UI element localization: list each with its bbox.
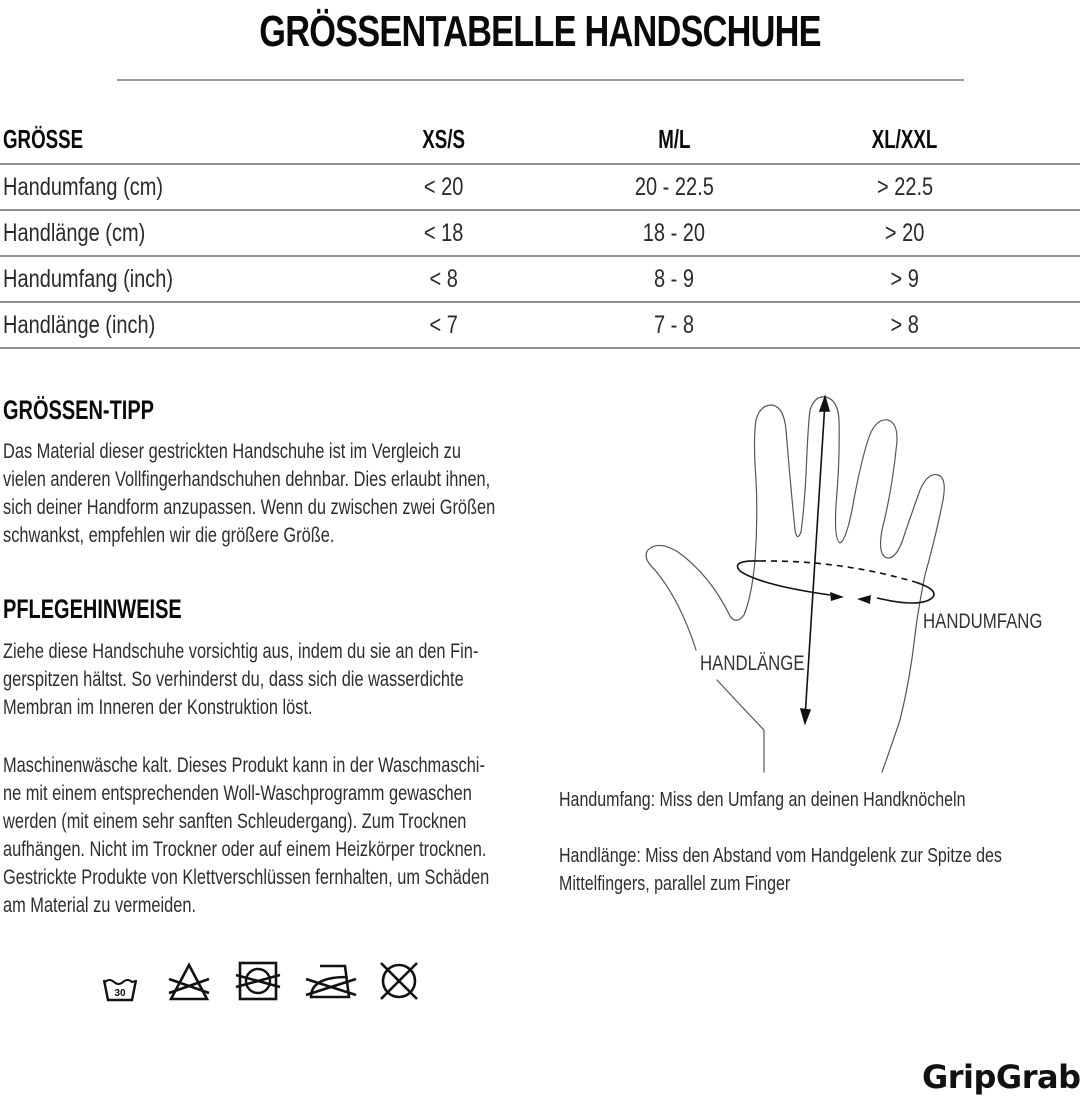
table-cell: 8 - 9 [653, 264, 695, 293]
size-table [0, 116, 1080, 349]
row-label: Handlänge (cm) [3, 218, 146, 247]
table-cell: > 22.5 [876, 172, 934, 201]
table-cell: 18 - 20 [642, 218, 706, 247]
text-line: Membran im Inneren der Konstruktion löst. [3, 696, 313, 719]
text-line: Maschinenwäsche kalt. Dieses Produkt kann in der Waschmaschi- [3, 754, 485, 777]
text-line: sich deiner Handform anzupassen. Wenn du zwischen zwei Größen [3, 496, 496, 519]
text-line: Das Material dieser gestrickten Handschuhe ist im Vergleich zu [3, 440, 461, 463]
row-label: Handumfang (cm) [3, 172, 164, 201]
hand-length-label: HANDLÄNGE [700, 652, 805, 675]
wash-30-icon [102, 975, 138, 1003]
hand-diagram [620, 380, 1060, 780]
table-cell: > 9 [890, 264, 920, 293]
size-tip-heading: GRÖSSEN-TIPP [3, 395, 154, 425]
title-divider [117, 79, 964, 81]
text-line: Handlänge: Miss den Abstand vom Handgelenk zur Spitze des [559, 845, 1002, 867]
row-label: Handumfang (inch) [3, 264, 174, 293]
text-line: Mittelfingers, parallel zum Finger [559, 873, 791, 895]
svg-text:30: 30 [114, 988, 126, 999]
care-heading: PFLEGEHINWEISE [3, 594, 182, 624]
text-line: schwankst, empfehlen wir die größere Größe. [3, 524, 335, 547]
table-row [0, 257, 1080, 303]
table-row [0, 165, 1080, 211]
table-cell: > 20 [885, 218, 925, 247]
text-line: vielen anderen Vollfingerhandschuhen dehnbar. Dies erlaubt ihnen, [3, 468, 491, 491]
no-dry-clean-icon [378, 960, 420, 1002]
table-header-row [0, 116, 1080, 165]
table-cell: < 20 [424, 172, 464, 201]
no-bleach-icon [168, 962, 210, 1002]
header-cell-xs-s: XS/S [422, 124, 466, 154]
page-title: GRÖSSENTABELLE HANDSCHUHE [259, 7, 821, 56]
header-cell-m-l: M/L [657, 124, 691, 154]
text-line: werden (mit einem sehr sanften Schleudergang). Zum Trocknen [3, 810, 467, 833]
hand-circumference-label: HANDUMFANG [923, 610, 1043, 633]
header-cell-size: GRÖSSE [3, 124, 84, 154]
table-cell: 20 - 22.5 [634, 172, 714, 201]
table-cell: 7 - 8 [653, 310, 695, 339]
care-paragraph-2 [3, 752, 526, 920]
table-row [0, 303, 1080, 349]
text-line: am Material zu vermeiden. [3, 894, 197, 917]
text-line: Ziehe diese Handschuhe vorsichtig aus, indem du sie an den Fin- [3, 640, 479, 663]
table-cell: < 8 [429, 264, 459, 293]
row-label: Handlänge (inch) [3, 310, 156, 339]
text-line: gerspitzen hältst. So verhinderst du, dass sich die wasserdichte [3, 668, 464, 691]
table-cell: < 18 [424, 218, 464, 247]
circumference-note [559, 786, 965, 814]
table-row [0, 211, 1080, 257]
brand-logo: GripGrab [922, 1058, 1080, 1096]
text-line: ne mit einem entsprechenden Woll-Waschprogramm gewaschen [3, 782, 472, 805]
length-note [559, 842, 1002, 898]
hand-outline-icon [620, 380, 1060, 780]
text-line: aufhängen. Nicht im Trockner oder auf einem Heizkörper trocknen. [3, 838, 487, 861]
no-tumble-dry-icon [235, 961, 281, 1001]
header-cell-xl-xxl: XL/XXL [872, 124, 938, 154]
table-cell: < 7 [429, 310, 459, 339]
text-line: Gestrickte Produkte von Klettverschlüssen fernhalten, um Schäden [3, 866, 490, 889]
no-iron-icon [305, 963, 357, 1001]
text-line: Handumfang: Miss den Umfang an deinen Handknöcheln [559, 789, 966, 811]
care-paragraph-1 [3, 638, 526, 722]
table-cell: > 8 [890, 310, 920, 339]
size-tip-text [3, 438, 526, 550]
